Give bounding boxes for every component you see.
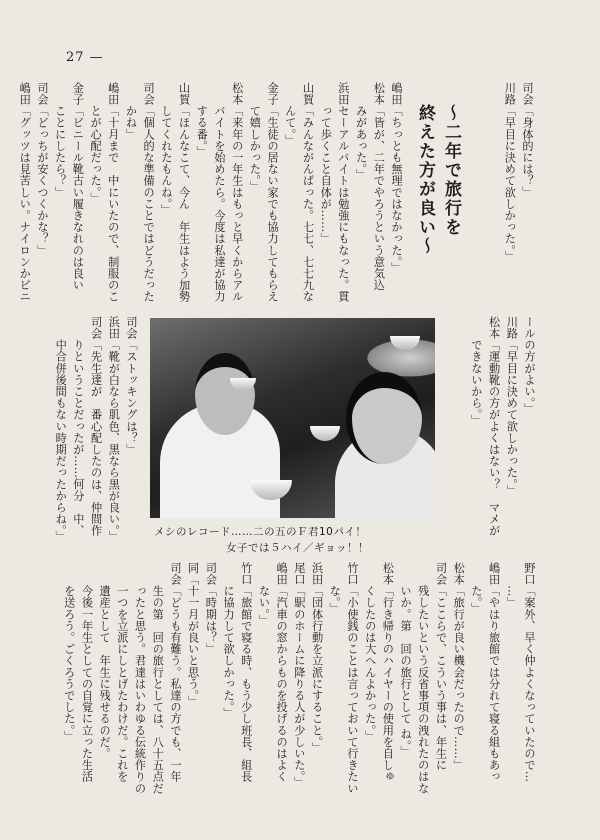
photo-caption-line-2: 女子では５ハイ／ギョッ！！ bbox=[226, 542, 369, 554]
rice-bowl bbox=[310, 426, 340, 441]
dialogue-left-section: 司会「ストッキングは？」 浜田「靴が白なら肌色、黒なら黒が良い。」 司会「先生達が 番心配したのは、仲間作 りということだったが……何分 中、 中合併後間もない時期だったからね。」 bbox=[54, 316, 138, 543]
photo-caption-line-1: メシのレコード……二の五のＦ君10パイ！ bbox=[154, 526, 367, 538]
dialogue-bottom-section: 野口「案外、早く仲よくなっていたので… …」 嶋田「やはり旅館では分れて寝る組もあっ た。」 松本「旅行が良い機会だったので……」 司会「ここらで、こういう事は、年生に 残したいという反省事項の洩れたのはな いか。第 回の旅行として ね。」 松本「行き帰りのハイヤーの使用を自しゅ くしたのは大へんよかった。」 竹口「小使銭のことは言っておいて行きたい な。」 浜田「団体行動を立派にすること。」 尾口「駅のホームに降りる人が少しいた。」 嶋田「汽車の窓からものを投げるのはよく ない。」 竹口「旅館で寝る時、もう少し班長、組長 に協力して欲しかった。」 司会「時期は？」 同「十一月が良いと思う。」 司会「どうも有難う。私達の方でも、一年 生の第 回の旅行としては、八十五点だ ったと思う。君達はいわゆる伝統作りの 一つを立派にしとげたわけだ。これを 遺産として 年生に残せるのだ。 今後一年生としての自覚に立った生活 を送ろう。ごくろうでした。」 bbox=[62, 562, 536, 794]
intro-dialogue: 司会「身体的には？」 川路「早目に決めて欲しかった。」 bbox=[503, 82, 534, 262]
dialogue-top-section: 嶋田「ちっとも無理ではなかった。」 松本「皆が、二年でやろうという意気込 みがあった。」 浜田セーアルバイトは勉強にもなった。貫 って歩くこと自体が……」 山賀「みんながんばった。七七、七七九な んて。」 金子「生徒の居ない家でも協力してもらえ て嬉しかった。」 松本「来年の一年生はもっと早くからアル バイトを始めたら。今度は私達が協力 する番。」 山賀「ほんなこて、今ん 年生はよう加勢 してくれたもんね。」 司会「個人的な準備のことではどうだった かね」 嶋田「十月まで 中にいたので、制服のこ とが心配だった。」 金子「ビニール靴古い履きなれのは良い ことにしたら？」 司会「どっちが安くつくかな？」 嶋田「グッツは見苦しい。ナイロンかビニ bbox=[18, 82, 403, 303]
photo-boy-head bbox=[195, 353, 255, 435]
photo-girl-head bbox=[346, 372, 422, 464]
dialogue-continuation: ールの方がよい。」 川路「早目に決めて欲しかった。」 松本「運動靴の方がよくはない？ マメが できないから。」 bbox=[469, 316, 536, 537]
rice-bowl bbox=[390, 336, 420, 350]
dining-photo bbox=[150, 318, 435, 518]
article-title-line-2: 終えた方が良い～ bbox=[415, 104, 435, 256]
article-title-line-1: ～二年で旅行を bbox=[441, 104, 461, 237]
article-title bbox=[412, 104, 464, 274]
page-number: 27 — bbox=[66, 50, 104, 65]
